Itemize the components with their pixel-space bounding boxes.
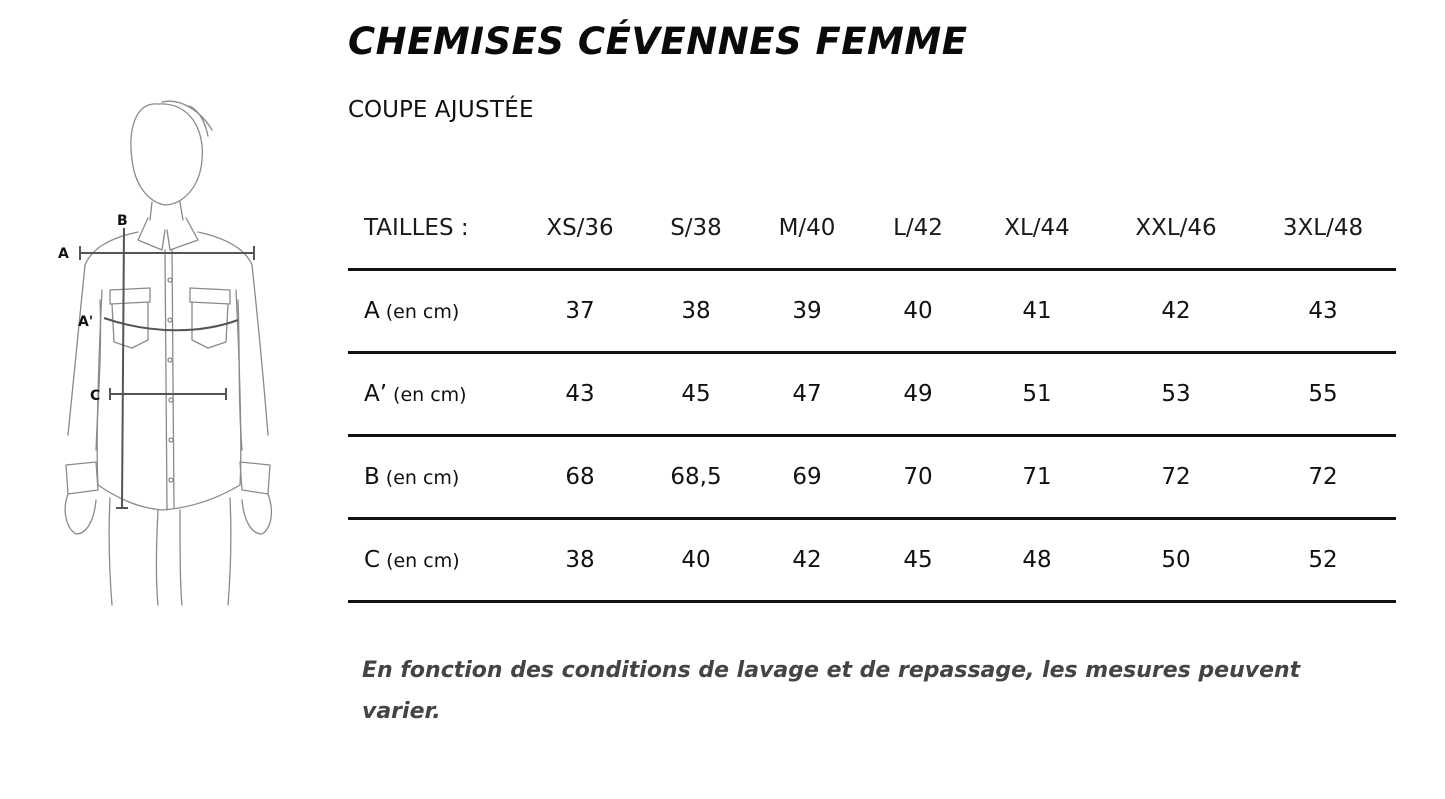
table-cell: 48 [972,519,1102,602]
row-label [348,353,518,436]
table-cell: 40 [642,519,750,602]
label-a: A [58,246,69,262]
table-cell: 51 [972,353,1102,436]
fit-subtitle [348,97,534,123]
sizes-header-label: TAILLES : [348,188,518,270]
row-unit: (en cm) [385,301,460,323]
label-c: C [90,388,101,404]
table-cell: 45 [864,519,972,602]
row-unit: (en cm) [393,384,467,406]
table-row-a [348,270,1396,353]
table-cell: 53 [1102,353,1250,436]
table-cell: 45 [642,353,750,436]
shirt-measurement-illustration [40,90,300,610]
table-cell: 38 [518,519,642,602]
table-row-b [348,436,1396,519]
page-title: CHEMISES CÉVENNES FEMME [348,20,968,63]
table-cell: 42 [750,519,864,602]
table-cell: 68,5 [642,436,750,519]
row-letter: A [364,298,380,324]
table-cell: 70 [864,436,972,519]
size-header-cell: 3XL/48 [1250,188,1396,270]
table-cell: 43 [1250,270,1396,353]
row-letter: B [364,464,380,490]
table-cell: 55 [1250,353,1396,436]
size-header-cell: XS/36 [518,188,642,270]
fit-value: AJUSTÉE [434,97,534,123]
size-header-row [348,188,1396,270]
table-cell: 47 [750,353,864,436]
row-unit: (en cm) [386,550,460,572]
table-cell: 37 [518,270,642,353]
table-cell: 72 [1250,436,1396,519]
table-cell: 69 [750,436,864,519]
row-unit: (en cm) [385,467,460,489]
table-cell: 38 [642,270,750,353]
row-letter: C [364,547,381,573]
row-label [348,436,518,519]
table-cell: 52 [1250,519,1396,602]
table-cell: 72 [1102,436,1250,519]
fit-label: COUPE [348,97,428,123]
size-header-cell: XL/44 [972,188,1102,270]
size-header-cell: S/38 [642,188,750,270]
table-cell: 40 [864,270,972,353]
table-cell: 71 [972,436,1102,519]
table-cell: 39 [750,270,864,353]
row-label [348,519,518,602]
label-b: B [117,213,128,229]
table-cell: 41 [972,270,1102,353]
table-cell: 68 [518,436,642,519]
table-row-c [348,519,1396,602]
table-cell: 49 [864,353,972,436]
size-header-cell: XXL/46 [1102,188,1250,270]
table-cell: 50 [1102,519,1250,602]
washing-disclaimer: En fonction des conditions de lavage et de repassage, les mesures peuvent varier. [362,658,1301,724]
label-a-prime: A' [78,314,94,330]
table-row-a-prime [348,353,1396,436]
shirt-sketch [40,90,300,610]
table-cell: 42 [1102,270,1250,353]
table-cell: 43 [518,353,642,436]
row-label [348,270,518,353]
size-chart-table [348,188,1396,603]
row-letter: A’ [364,381,388,407]
size-header-cell: M/40 [750,188,864,270]
size-header-cell: L/42 [864,188,972,270]
